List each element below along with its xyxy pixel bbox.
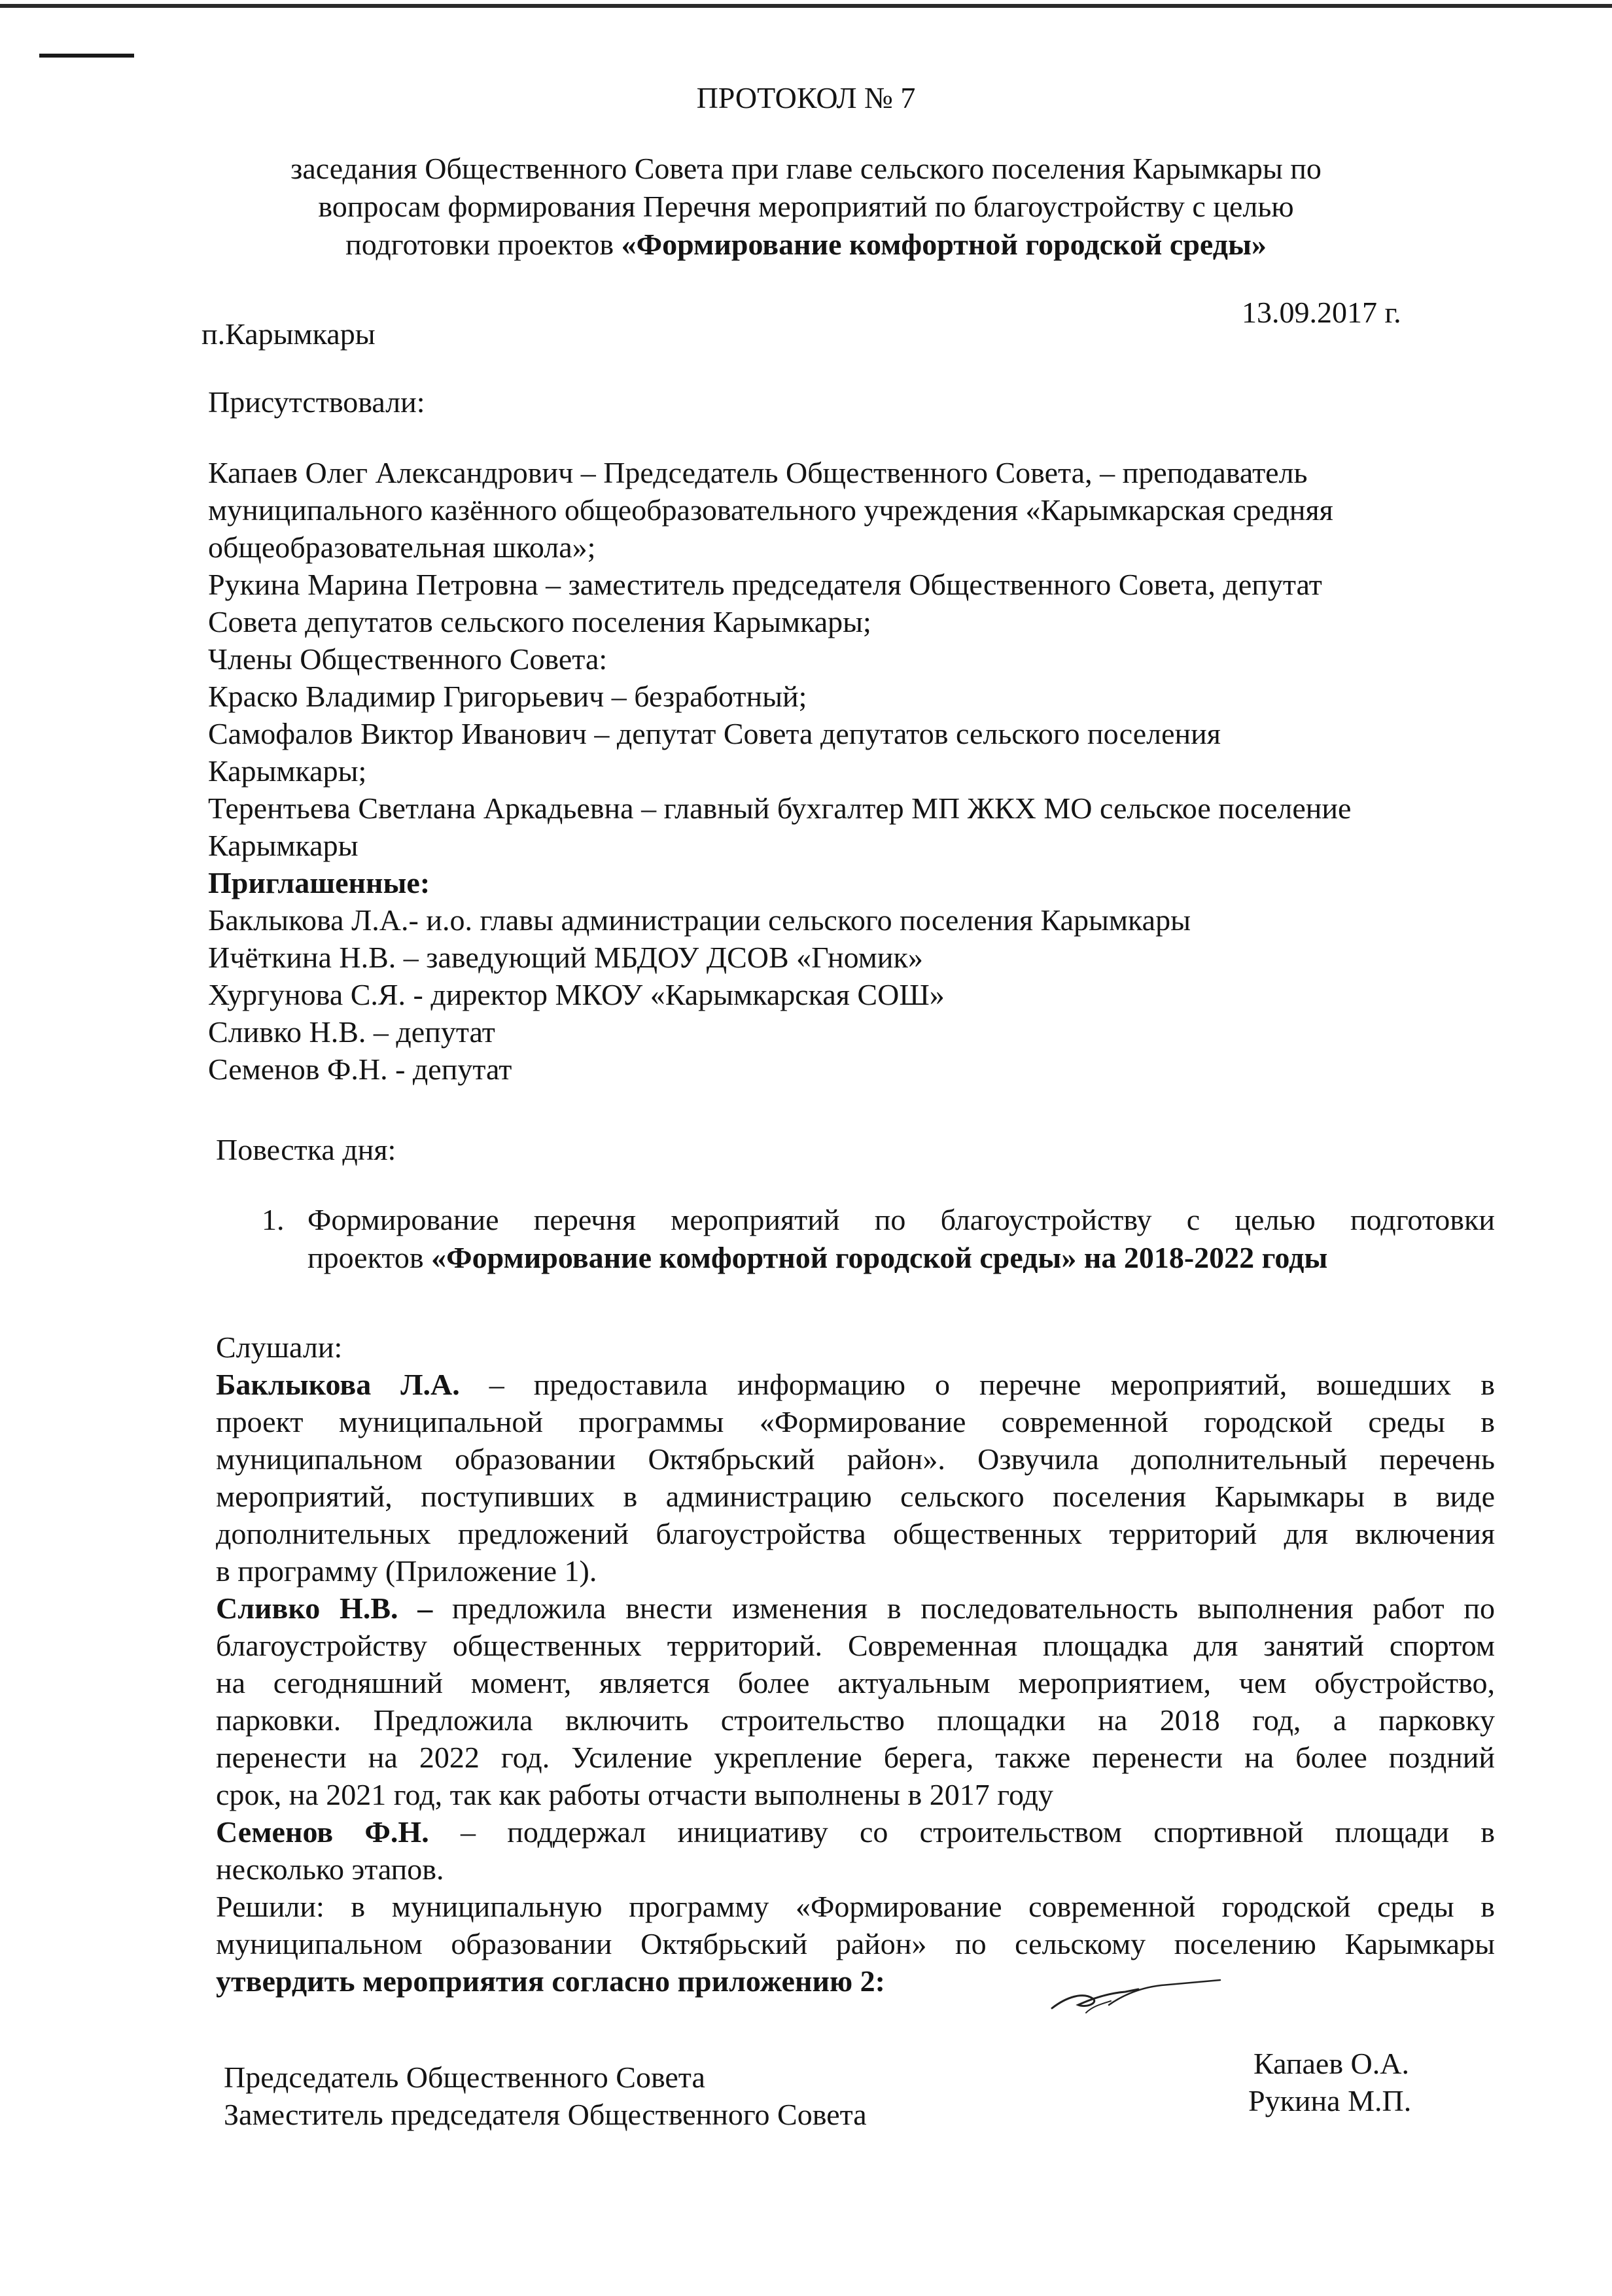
heard-p2-line: срок, на 2021 год, так как работы отчасти выполнены в 2017 году: [216, 1778, 1054, 1811]
heard-p2-line: перенести на 2022 год. Усиление укрепление берега, также перенести на более поздний: [216, 1741, 1495, 1774]
place: п.Карымкары: [202, 317, 376, 351]
document-title: ПРОТОКОЛ № 7: [696, 81, 916, 114]
invited-heading: Приглашенные:: [208, 866, 430, 899]
invited-line: Баклыкова Л.А.- и.о. главы администрации сельского поселения Карымкары: [208, 903, 1191, 937]
present-line: Карымкары: [208, 829, 359, 862]
signature-name-2: Рукина М.П.: [1248, 2084, 1412, 2117]
invited-line: Сливко Н.В. – депутат: [208, 1015, 495, 1049]
heard-p2-line: парковки. Предложила включить строительство площадки на 2018 год, а парковку: [216, 1703, 1495, 1737]
scan-edge-top: [0, 4, 1612, 8]
heard-heading: Слушали:: [216, 1331, 343, 1364]
subtitle-line-2: вопросам формирования Перечня мероприятий по благоустройству с целью: [318, 190, 1294, 223]
present-line: Совета депутатов сельского поселения Карымкары;: [208, 605, 871, 638]
scan-mark: [39, 54, 134, 58]
present-heading: Присутствовали:: [208, 385, 425, 419]
speaker-name: Семенов Ф.Н.: [216, 1815, 429, 1849]
heard-p2-line: благоустройству общественных территорий. Современная площадка для занятий спортом: [216, 1629, 1495, 1662]
signature-role-2: Заместитель председателя Общественного Совета: [224, 2098, 867, 2131]
present-line: муниципального казённого общеобразовательного учреждения «Карымкарская средняя: [208, 493, 1333, 527]
subtitle-line-3: подготовки проектов «Формирование комфортной городской среды»: [345, 228, 1267, 261]
present-line: Терентьева Светлана Аркадьевна – главный бухгалтер МП ЖКХ МО сельское поселение: [208, 791, 1352, 825]
signature-role-1: Председатель Общественного Совета: [224, 2061, 705, 2094]
present-line: Карымкары;: [208, 754, 367, 788]
present-line: Рукина Марина Петровна – заместитель председателя Общественного Совета, депутат: [208, 568, 1322, 601]
present-line: Капаев Олег Александрович – Председатель Общественного Совета, – преподаватель: [208, 456, 1308, 489]
invited-line: Ичёткина Н.В. – заведующий МБДОУ ДСОВ «Гномик»: [208, 941, 923, 974]
heard-p1-line: в программу (Приложение 1).: [216, 1554, 597, 1588]
subtitle-line-1: заседания Общественного Совета при главе сельского поселения Карымкары по: [290, 152, 1322, 185]
decided-line-1: Решили: в муниципальную программу «Формирование современной городской среды в: [216, 1890, 1495, 1923]
decided-line-3: утвердить мероприятия согласно приложению 2:: [216, 1964, 885, 1998]
present-line: Члены Общественного Совета:: [208, 642, 608, 676]
handwritten-signature: [1047, 1972, 1223, 2018]
invited-line: Семенов Ф.Н. - депутат: [208, 1052, 512, 1086]
present-line: Краско Владимир Григорьевич – безработный;: [208, 680, 807, 713]
agenda-heading: Повестка дня:: [216, 1133, 396, 1166]
heard-p2-line: Сливко Н.В. – предложила внести изменения в последовательность выполнения работ по: [216, 1592, 1495, 1625]
speaker-name: Баклыкова Л.А.: [216, 1368, 460, 1401]
heard-p3-line: Семенов Ф.Н. – поддержал инициативу со строительством спортивной площади в: [216, 1815, 1495, 1849]
heard-p3-line: несколько этапов.: [216, 1852, 444, 1886]
invited-line: Хургунова С.Я. - директор МКОУ «Карымкарская СОШ»: [208, 978, 945, 1011]
speaker-name: Сливко Н.В. –: [216, 1592, 433, 1625]
heard-p1-line: муниципальном образовании Октябрьский район». Озвучила дополнительный перечень: [216, 1442, 1495, 1476]
agenda-item-line-2: проектов «Формирование комфортной городской среды» на 2018-2022 годы: [307, 1241, 1328, 1274]
heard-p1-line: дополнительных предложений благоустройства общественных территорий для включения: [216, 1517, 1495, 1550]
agenda-item-line-1: Формирование перечня мероприятий по благоустройству с целью подготовки: [307, 1203, 1495, 1236]
heard-p1-line: мероприятий, поступивших в администрацию сельского поселения Карымкары в виде: [216, 1480, 1495, 1513]
heard-p2-line: на сегодняшний момент, является более актуальным мероприятием, чем обустройство,: [216, 1666, 1495, 1699]
present-line: Самофалов Виктор Иванович – депутат Совета депутатов сельского поселения: [208, 717, 1221, 750]
heard-p1-line: проект муниципальной программы «Формирование современной городской среды в: [216, 1405, 1495, 1438]
present-line: общеобразовательная школа»;: [208, 531, 596, 564]
date: 13.09.2017 г.: [1242, 296, 1401, 329]
decided-line-2: муниципальном образовании Октябрьский район» по сельскому поселению Карымкары: [216, 1927, 1495, 1960]
agenda-item-number: 1.: [262, 1203, 285, 1236]
heard-p1-line: Баклыкова Л.А. – предоставила информацию о перечне мероприятий, вошедших в: [216, 1368, 1495, 1401]
signature-name-1: Капаев О.А.: [1253, 2047, 1409, 2080]
